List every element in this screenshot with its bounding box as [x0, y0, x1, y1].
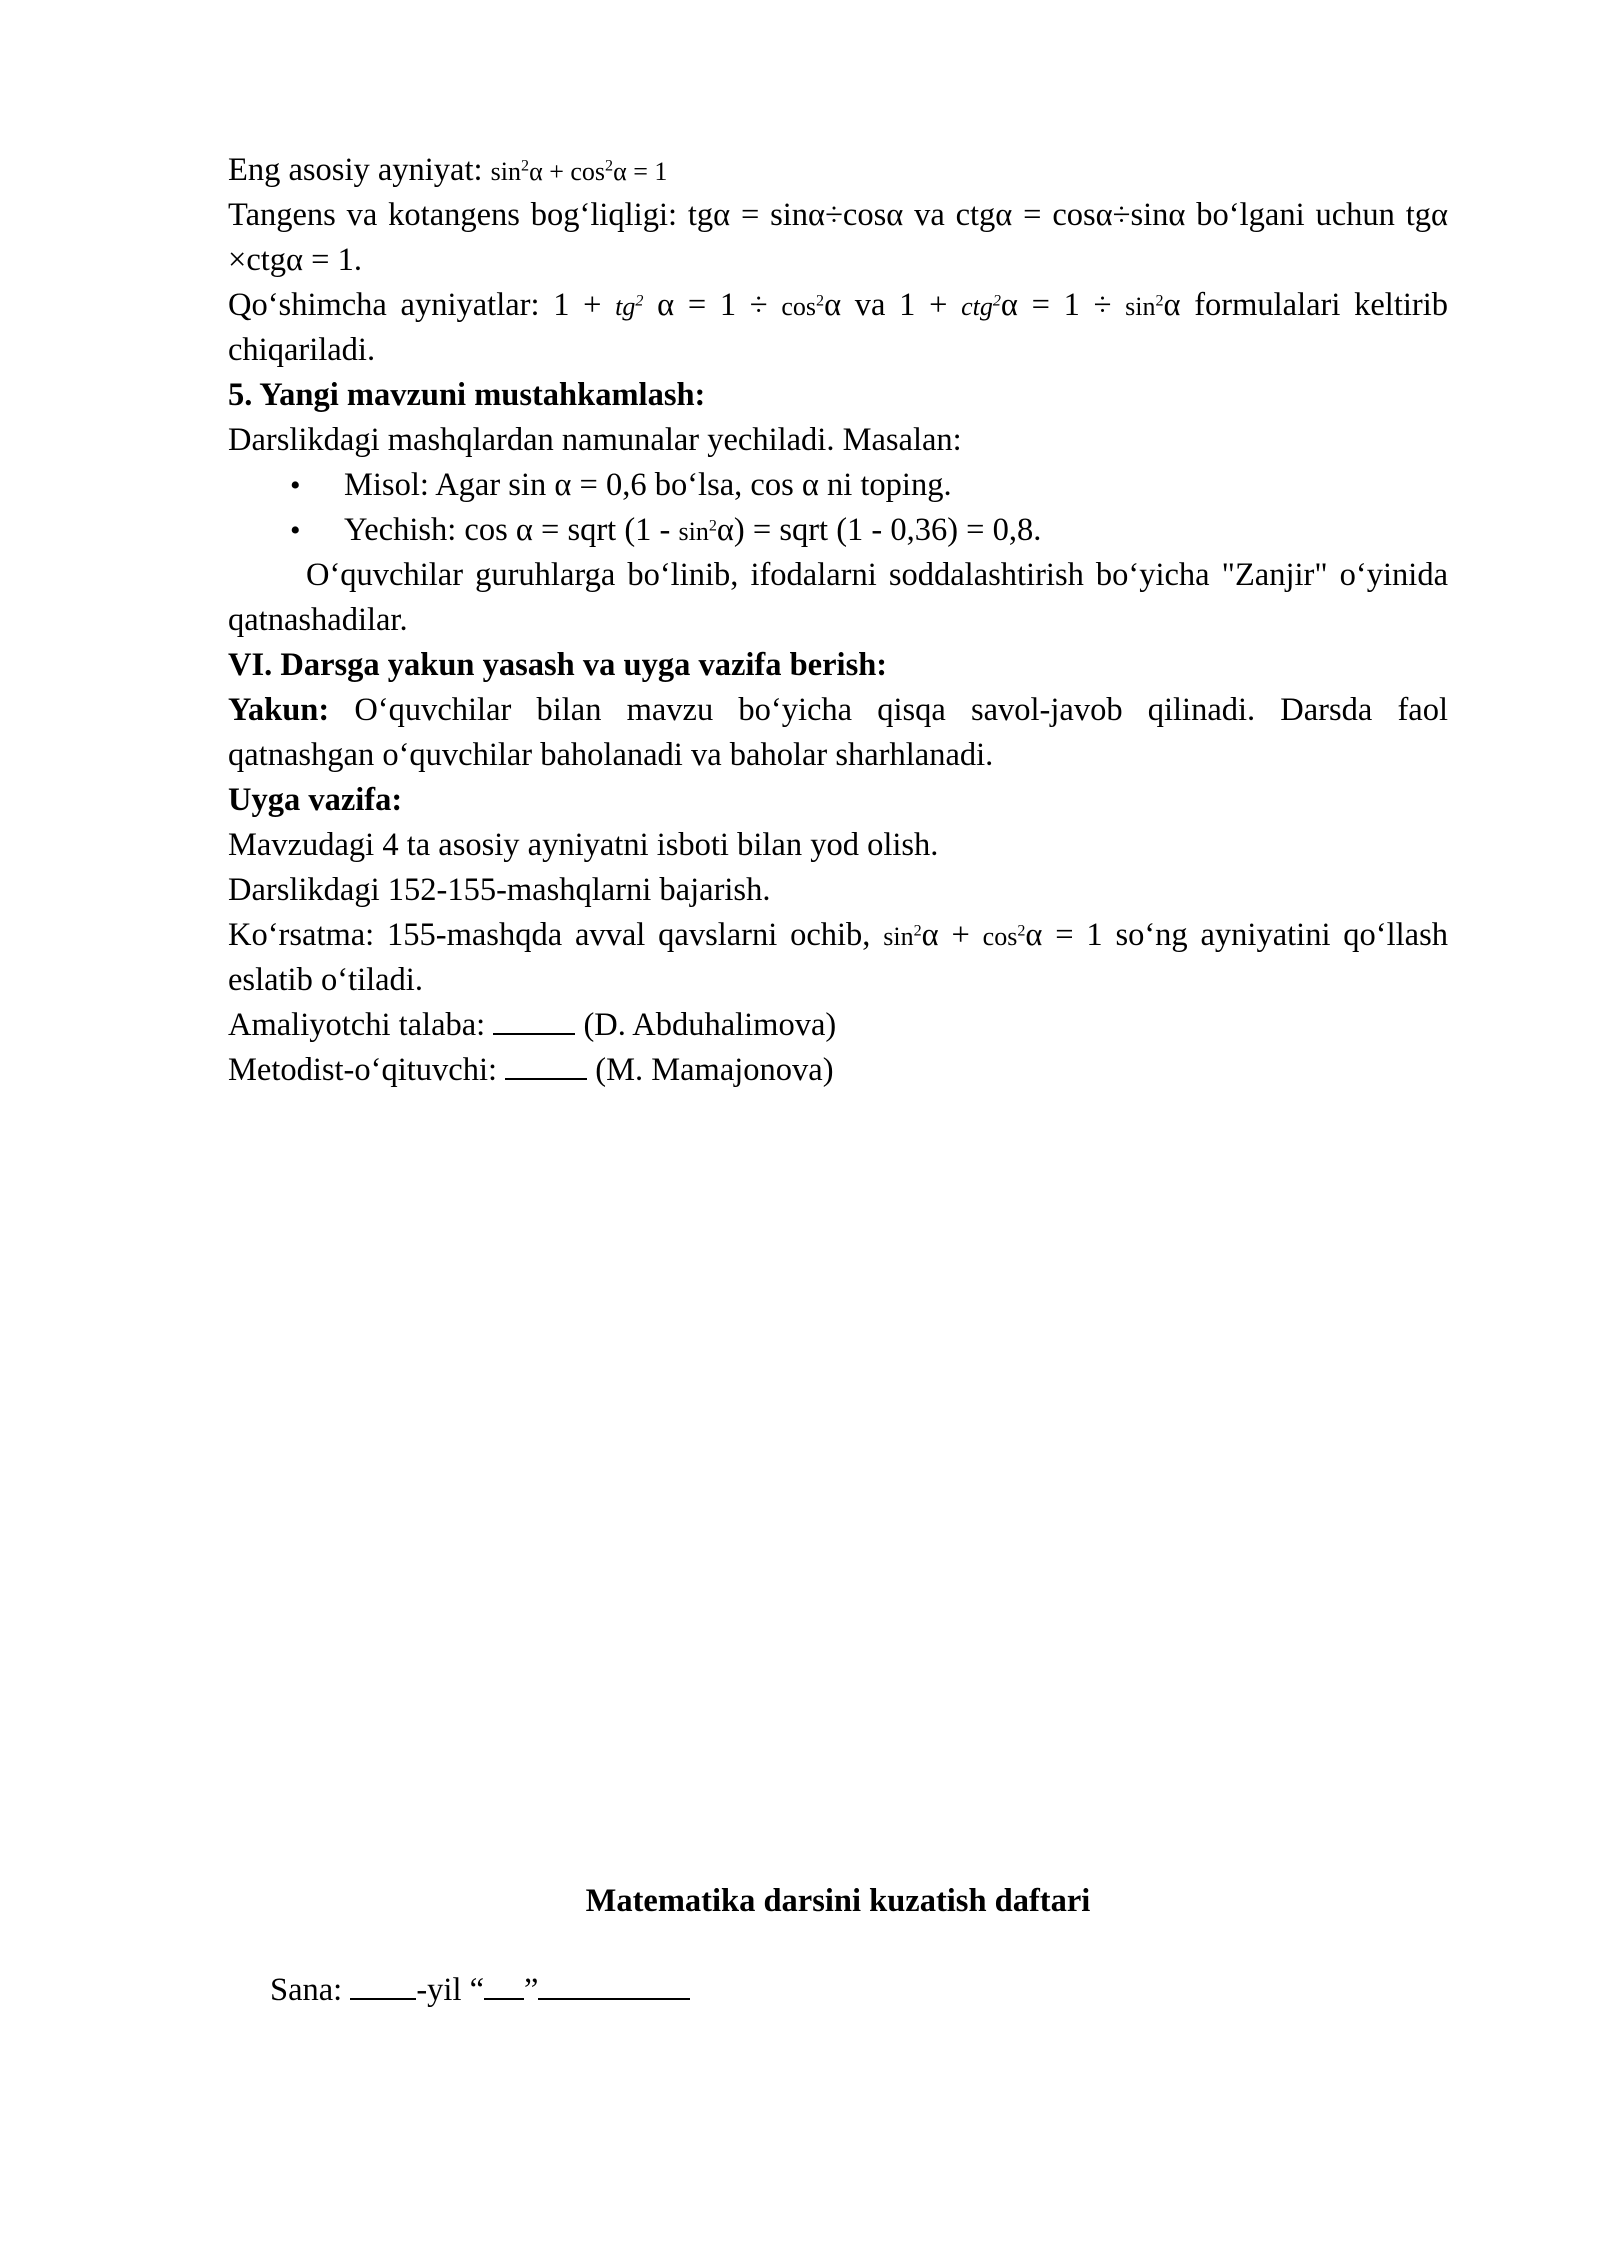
basic-identity-label: Eng asosiy ayniyat:	[228, 152, 483, 188]
sin-token-4	[883, 922, 921, 951]
date-day-blank[interactable]	[484, 1998, 524, 2000]
note-mid: α +	[921, 917, 983, 953]
section-6-heading: VI. Darsga yakun yasash va uyga vazifa berish:	[228, 647, 888, 683]
signature-role-methodist: Metodist-o‘qituvchi:	[228, 1052, 497, 1088]
sin-exponent: 2	[521, 157, 530, 175]
extra-identities-paragraph	[228, 283, 1448, 373]
tg-token	[615, 292, 643, 321]
ctg-token	[961, 292, 1001, 321]
group-work-paragraph: O‘quvchilar guruhlarga bo‘linib, ifodalarni soddalashtirish bo‘yicha "Zanjir" o‘yinida qatnashadilar.	[228, 557, 1448, 638]
section-5-heading: 5. Yangi mavzuni mustahkamlash:	[228, 377, 706, 413]
signature-line-methodist	[228, 1048, 1448, 1093]
identity-tail: α = 1	[613, 157, 668, 186]
homework-heading: Uyga vazifa:	[228, 782, 403, 818]
ctg-text: ctg	[961, 292, 993, 321]
note-suffix: α = 1 so‘ng ayniyatini qo‘llash eslatib o‘tiladi.	[228, 917, 1448, 998]
tangent-cotangent-paragraph	[228, 193, 1448, 283]
note-prefix: Ko‘rsatma: 155-mashqda avval qavslarni ochib,	[228, 917, 884, 953]
solution-prefix: Yechish: cos α = sqrt (1 -	[344, 512, 679, 548]
extra-identities-label: Qo‘shimcha ayniyatlar:	[228, 287, 540, 323]
cos-token-2	[983, 922, 1026, 951]
section-5-intro: Darslikdagi mashqlardan namunalar yechiladi. Masalan:	[228, 422, 962, 458]
blank-space	[228, 1093, 1448, 1883]
homework-item-2: Darslikdagi 152-155-mashqlarni bajarish.	[228, 872, 771, 908]
cos-exponent-2: 2	[1017, 922, 1026, 940]
extra-part4: α = 1 ÷	[1000, 287, 1126, 323]
date-year-blank[interactable]	[350, 1998, 416, 2000]
yakun-text: O‘quvchilar bilan mavzu bo‘yicha qisqa savol-javob qilinadi. Darsda faol qatnashgan o‘quvchilar baholanadi va baholar sharhlanadi.	[228, 692, 1448, 773]
extra-identities-line2: keltirib chiqariladi.	[228, 287, 1448, 368]
extra-part1: 1 +	[553, 287, 616, 323]
quote-open: “	[469, 1972, 485, 2008]
solution-suffix: α) = sqrt (1 - 0,36) = 0,8.	[716, 512, 1042, 548]
date-label: Sana:	[270, 1972, 343, 2008]
bullet-icon: •	[290, 469, 301, 502]
homework-item-1: Mavzudagi 4 ta asosiy ayniyatni isboti bilan yod olish.	[228, 827, 939, 863]
signature-name-student: (D. Abduhalimova)	[583, 1007, 837, 1043]
sin-text-4: sin	[883, 922, 914, 951]
homework-note	[228, 913, 1448, 1003]
sin-text-3: sin	[678, 517, 709, 546]
cos-exponent: 2	[605, 157, 614, 175]
date-line	[228, 1920, 1448, 2009]
sin-exponent-2: 2	[1155, 292, 1164, 310]
sin-text-2: sin	[1125, 292, 1156, 321]
sin-token-3	[678, 517, 716, 546]
cos-exponent: 2	[816, 292, 825, 310]
extra-part5: α formulalari	[1163, 287, 1341, 323]
tg-text: tg	[615, 292, 636, 321]
sin-exponent-3: 2	[708, 517, 717, 535]
sin-exponent-4: 2	[913, 922, 922, 940]
cos-token	[781, 292, 824, 321]
document-body	[228, 148, 1448, 1093]
sin-token-2	[1125, 292, 1163, 321]
sin-token: sin	[490, 157, 522, 186]
date-month-blank[interactable]	[538, 1998, 690, 2000]
example-text: Misol: Agar sin α = 0,6 bo‘lsa, cos α ni toping.	[344, 467, 952, 503]
date-year-suffix: -yil	[416, 1972, 462, 2008]
list-item	[228, 463, 1448, 508]
example-list	[228, 463, 1448, 553]
observation-notebook-title: Matematika darsini kuzatish daftari	[585, 1883, 1091, 1919]
quote-close: ”	[524, 1972, 539, 2008]
extra-part3: α va 1 +	[824, 287, 962, 323]
signature-role-student: Amaliyotchi talaba:	[228, 1007, 486, 1043]
yakun-label: Yakun:	[228, 692, 330, 728]
basic-identity-formula	[491, 157, 668, 186]
cos-text-2: cos	[982, 922, 1018, 951]
identity-mid: α + cos	[529, 157, 606, 186]
tangent-label: Tangens va kotangens bog‘liqligi:	[228, 197, 678, 233]
ctg-exponent: 2	[992, 292, 1001, 310]
signature-name-methodist: (M. Mamajonova)	[595, 1052, 834, 1088]
basic-identity-line	[228, 148, 1448, 193]
tangent-line-2: uchun tgα ×ctgα = 1.	[228, 197, 1448, 278]
yakun-paragraph	[228, 688, 1448, 778]
tg-exponent: 2	[635, 292, 644, 310]
signature-blank-student[interactable]	[493, 1033, 575, 1035]
extra-part2: α = 1 ÷	[643, 287, 782, 323]
bullet-icon: •	[290, 514, 301, 547]
signature-blank-methodist[interactable]	[505, 1078, 587, 1080]
signature-line-student	[228, 1003, 1448, 1048]
tangent-formula-text: tgα = sinα÷cosα va ctgα = cosα÷sinα bo‘lgani	[687, 197, 1305, 233]
list-item	[228, 508, 1448, 553]
cos-text: cos	[781, 292, 816, 321]
